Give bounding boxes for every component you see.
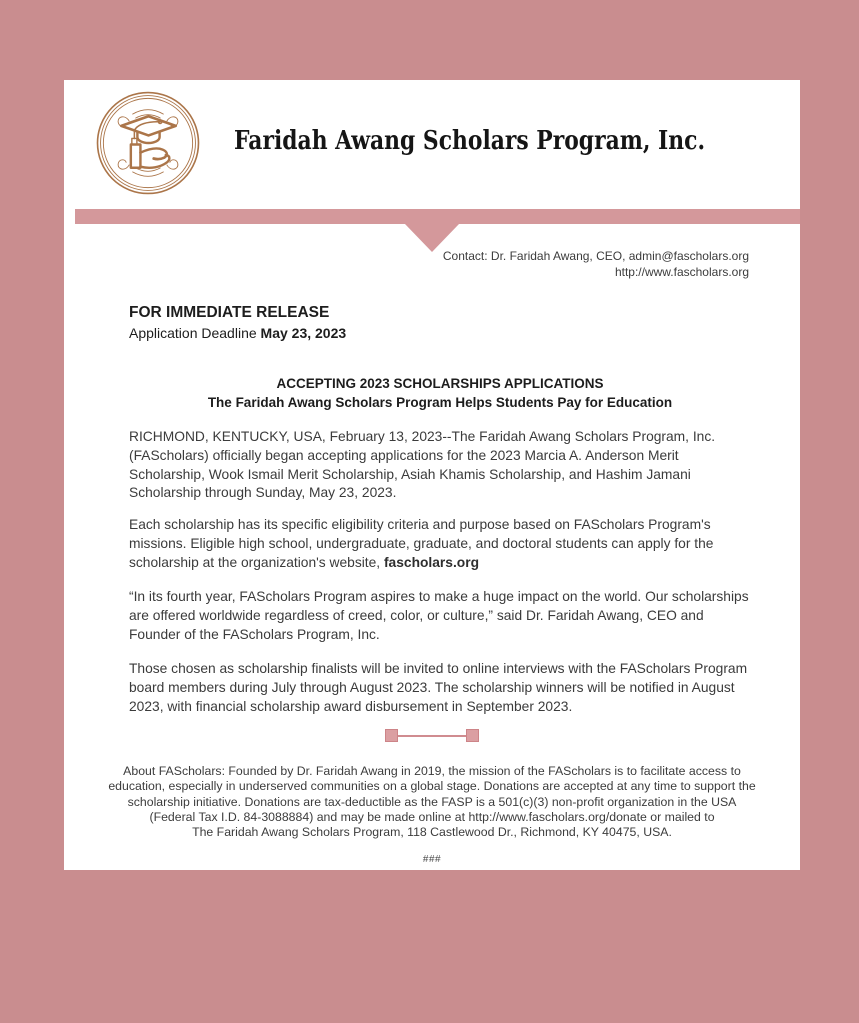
body-paragraph-1: RICHMOND, KENTUCKY, USA, February 13, 2023--The Faridah Awang Scholars Program, Inc. (FAScholars) officially began accepting applications for the 2023 Marcia A. Anderson Merit Scholarship, Wook Ismail Merit Scholarship, Asiah Khamis Scholarship, and Hashim Jamani Scholarship through Sunday, May 23, 2023.: [129, 429, 716, 501]
deadline-prefix: Application Deadline: [129, 325, 261, 341]
about-block: [108, 764, 756, 840]
contact-website: http://www.fascholars.org: [614, 264, 749, 279]
contact-line: Contact: Dr. Faridah Awang, CEO, admin@fascholars.org: [442, 249, 749, 263]
about-address: The Faridah Awang Scholars Program, 118 Castlewood Dr., Richmond, KY 40475, USA.: [192, 825, 672, 840]
body-paragraph-2: [129, 516, 751, 572]
body-paragraph-3: “In its fourth year, FAScholars Program aspires to make a huge impact on the world. Our scholarships are offered worldwide regardless of creed, color, or culture,” said Dr. Faridah Awang, CEO and Founder of the FAScholars Program, Inc.: [129, 589, 749, 642]
paragraph-2-text: Each scholarship has its specific eligibility criteria and purpose based on FAScholars Program's missions. Eligible high school, undergraduate, graduate, and doctoral students can apply for the scholarship at the organization's website,: [129, 517, 714, 570]
deadline-date: May 23, 2023: [260, 325, 347, 341]
org-title: Faridah Awang Scholars Program, Inc.: [234, 126, 706, 156]
section-divider: [64, 729, 800, 742]
graduation-cap-in-hand-icon: [96, 91, 200, 195]
website-mention: fascholars.org: [383, 554, 480, 570]
release-deadline: [129, 323, 346, 344]
org-logo: [96, 91, 200, 195]
divider-square-right: [466, 729, 479, 742]
end-mark: ###: [422, 854, 442, 865]
body-paragraph-4: Those chosen as scholarship finalists will be invited to online interviews with the FAScholars Program board members during July through August 2023. The scholarship winners will be notified in August 2023, with financial scholarship award disbursement in September 2023.: [129, 661, 748, 714]
release-block: [129, 302, 346, 344]
ribbon-pointer: [405, 224, 459, 252]
headline-line2: The Faridah Awang Scholars Program Helps Students Pay for Education: [207, 395, 673, 410]
headline-line1: ACCEPTING 2023 SCHOLARSHIPS APPLICATIONS: [276, 376, 604, 391]
press-release-card: [64, 80, 800, 870]
release-label: FOR IMMEDIATE RELEASE: [129, 304, 330, 321]
ribbon-band: [75, 209, 800, 224]
divider-square-left: [385, 729, 398, 742]
about-text: About FAScholars: Founded by Dr. Faridah Awang in 2019, the mission of the FAScholars is to facilitate access to education, especially in underserved communities on a global stage. Donations are accepted at any time to support the scholarship initiative. Donations are tax-deductible as the FASP is a 501(c)(3) non-profit organization in the USA (Federal Tax I.D. 84-3088884) and may be made online at http://www.fascholars.org/donate or mailed to: [108, 764, 756, 824]
divider-line: [398, 735, 466, 737]
headline: [129, 374, 751, 412]
contact-block: [443, 249, 749, 280]
